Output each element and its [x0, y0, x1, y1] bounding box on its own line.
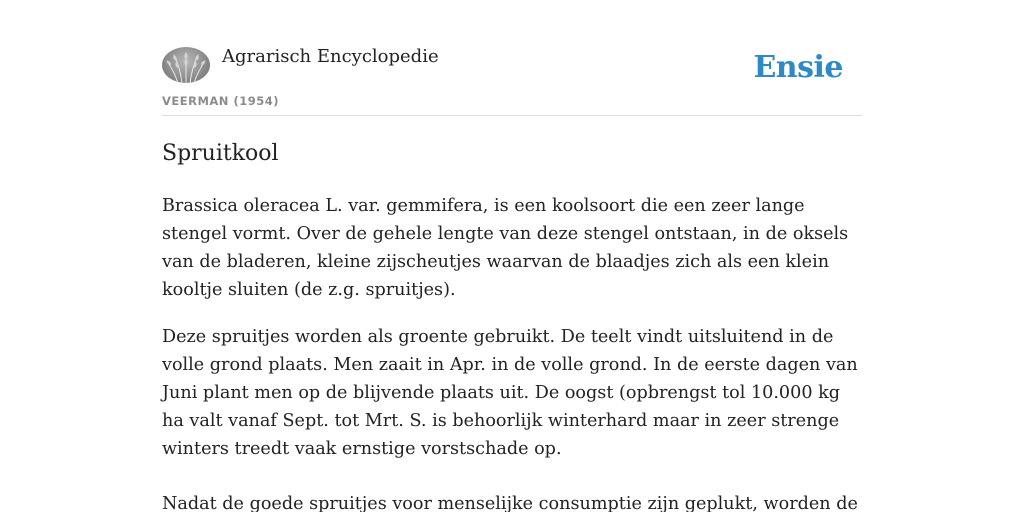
- article-page: [162, 0, 862, 512]
- wheat-logo-icon[interactable]: [162, 47, 210, 83]
- page-header: [162, 0, 862, 116]
- article-title: Spruitkool: [162, 141, 279, 166]
- article-paragraph: Deze spruitjes worden als groente gebruikt. De teelt vindt uitsluitend in de volle grond plaats. Men zaait in Apr. in de volle grond. In de eerste dagen van Juni plant men op de blijvende plaats uit. De oogst (opbrengst tol 10.000 kg ha valt vanaf Sept. tot Mrt. S. is behoorlijk winterhard maar in zeer strenge winters treedt vaak ernstige vorstschade op.: [162, 327, 858, 459]
- article-paragraph: Brassica oleracea L. var. gemmifera, is een koolsoort die een zeer lange stengel vormt. Over de gehele lengte van deze stengel ontstaan, in de oksels van de bladeren, kleine zijscheutjes waarvan de blaadjes zich als een klein kooltje sluiten (de z.g. spruitjes).: [162, 196, 849, 300]
- article-body: [162, 192, 862, 512]
- publication-title[interactable]: Agrarisch Encyclopedie: [222, 46, 439, 67]
- author-year: VEERMAN (1954): [162, 94, 279, 108]
- article-paragraph: Nadat de goede spruitjes voor menselijke consumptie zijn geplukt, worden de: [162, 494, 858, 512]
- ensie-brand-link[interactable]: Ensie: [753, 50, 843, 85]
